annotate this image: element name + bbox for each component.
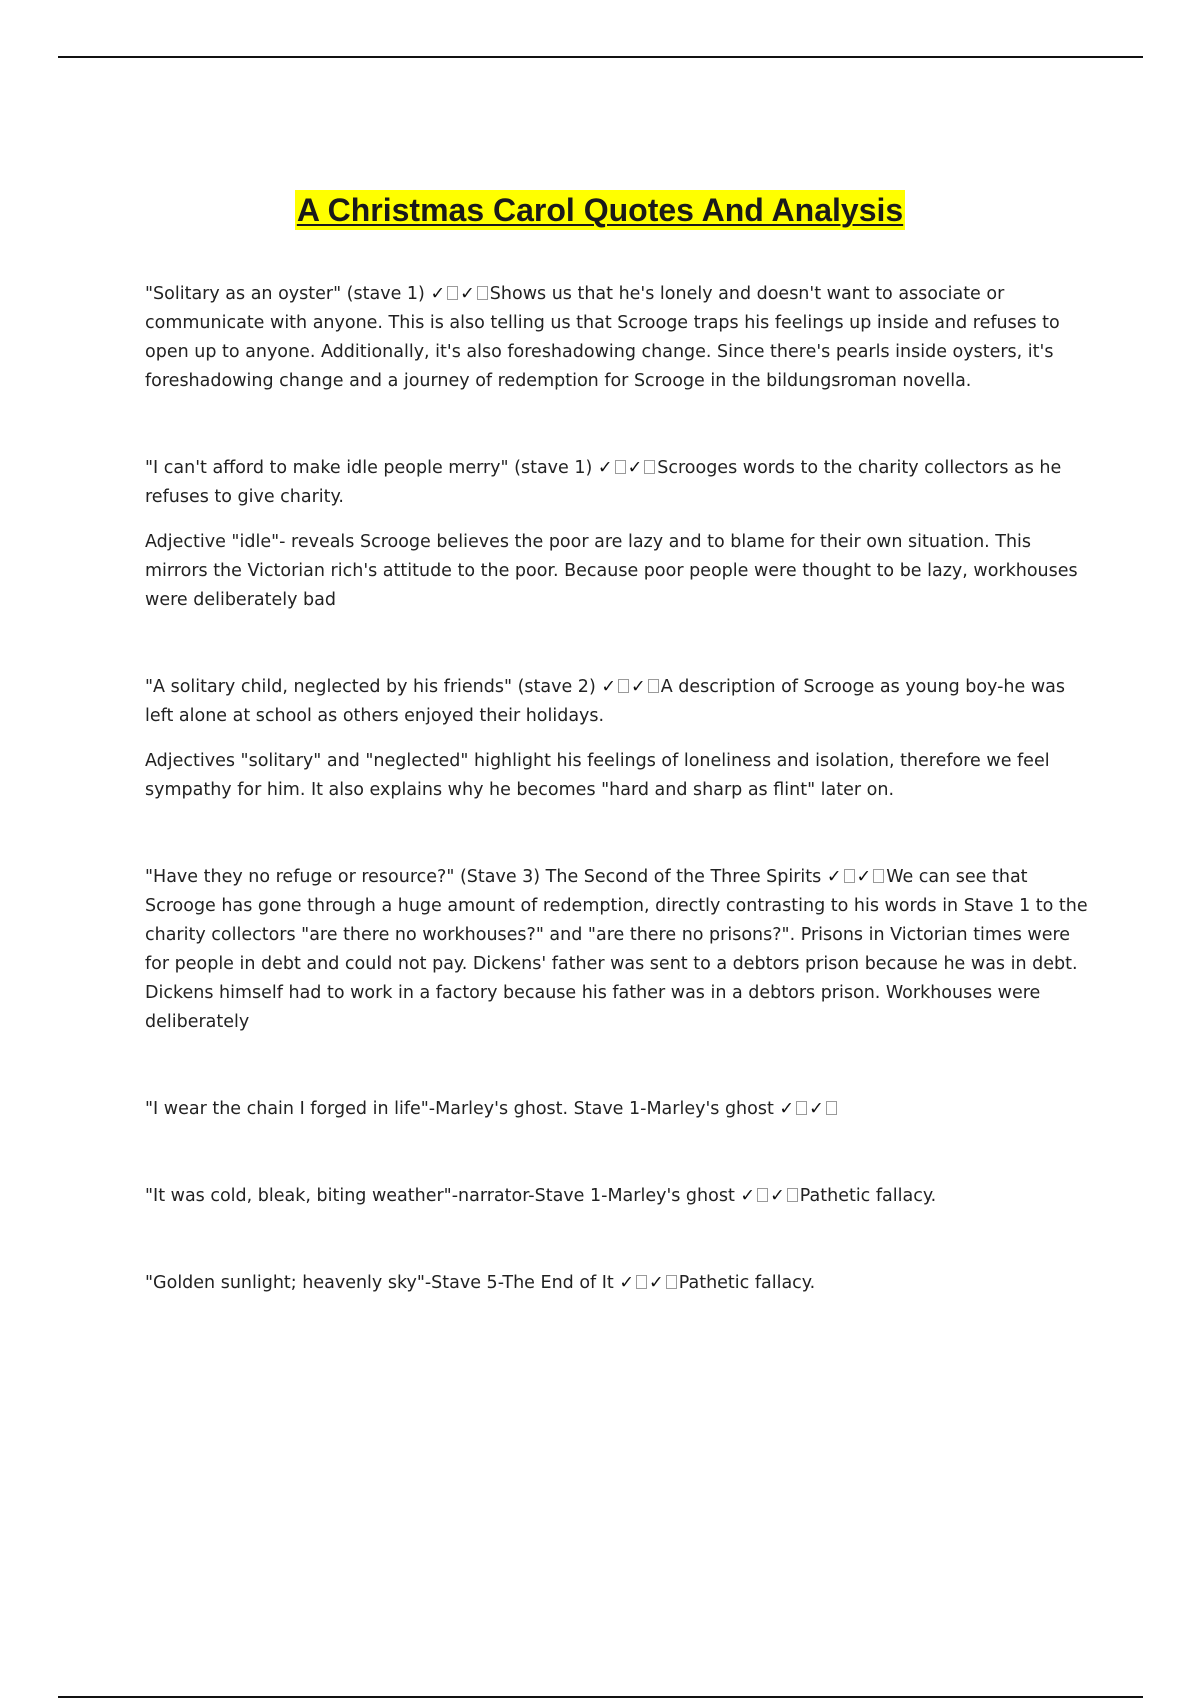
checkmark-icon: ✓ ✓ — [619, 1273, 678, 1293]
entry-main-paragraph — [145, 673, 1095, 731]
checkmark-icon: ✓ ✓ — [430, 284, 489, 304]
checkmark-icon: ✓ ✓ — [779, 1099, 838, 1119]
quote-text: "I can't afford to make idle people merry" (stave 1) — [145, 458, 593, 478]
bottom-rule — [58, 1696, 1143, 1698]
checkmark-icon: ✓ ✓ — [827, 867, 886, 887]
entry-main-paragraph — [145, 1269, 1095, 1298]
checkmark-icon: ✓ ✓ — [601, 677, 660, 697]
quote-text: "Solitary as an oyster" (stave 1) — [145, 284, 425, 304]
quote-entry — [145, 1182, 1095, 1211]
quote-text: "A solitary child, neglected by his friends" (stave 2) — [145, 677, 596, 697]
analysis-paragraph: Adjectives "solitary" and "neglected" highlight his feelings of loneliness and isolation, therefore we feel sympathy for him. It also explains why he becomes "hard and sharp as flint" later on. — [145, 751, 1050, 800]
quote-entry — [145, 280, 1095, 396]
answer-text: We can see that Scrooge has gone through a huge amount of redemption, directly contrasting to his words in Stave 1 to the charity collectors "are there no workhouses?" and "are there no prisons?". Prisons in Victorian times were for people in debt and could not pay. Dickens' father was sent to a debtors prison because he was in debt. Dickens himself had to work in a factory because his father was in a debtors prison. Workhouses were deliberately — [145, 867, 1088, 1032]
entry-main-paragraph — [145, 280, 1095, 396]
answer-text: Shows us that he's lonely and doesn't want to associate or communicate with anyone. This is also telling us that Scrooge traps his feelings up inside and refuses to open up to anyone. Additionally, it's also foreshadowing change. Since there's pearls inside oysters, it's foreshadowing change and a journey of redemption for Scrooge in the bildungsroman novella. — [145, 284, 1060, 391]
quote-text: "Golden sunlight; heavenly sky"-Stave 5-The End of It — [145, 1273, 614, 1293]
top-rule — [58, 56, 1143, 58]
entry-main-paragraph — [145, 454, 1095, 512]
quote-text: "It was cold, bleak, biting weather"-narrator-Stave 1-Marley's ghost — [145, 1186, 735, 1206]
checkmark-icon: ✓ ✓ — [740, 1186, 799, 1206]
quote-text: "Have they no refuge or resource?" (Stave 3) The Second of the Three Spirits — [145, 867, 822, 887]
answer-text: Scrooges words to the charity collectors as he refuses to give charity. — [145, 458, 1062, 507]
quote-entry — [145, 1269, 1095, 1298]
title-container — [0, 190, 1200, 230]
entry-main-paragraph — [145, 1182, 1095, 1211]
analysis-paragraph: Adjective "idle"- reveals Scrooge believes the poor are lazy and to blame for their own situation. This mirrors the Victorian rich's attitude to the poor. Because poor people were thought to be lazy, workhouses were deliberately bad — [145, 532, 1078, 610]
checkmark-icon: ✓ ✓ — [598, 458, 657, 478]
entry-main-paragraph — [145, 1095, 1095, 1124]
answer-text: A description of Scrooge as young boy-he was left alone at school as others enjoyed their holidays. — [145, 677, 1065, 726]
entry-main-paragraph — [145, 863, 1095, 1037]
quote-entry — [145, 863, 1095, 1037]
answer-text: Pathetic fallacy. — [678, 1273, 816, 1293]
document-body — [145, 280, 1095, 1298]
quote-entry — [145, 454, 1095, 615]
quote-entry — [145, 673, 1095, 805]
quote-entry — [145, 1095, 1095, 1124]
answer-text: Pathetic fallacy. — [799, 1186, 937, 1206]
document-title: A Christmas Carol Quotes And Analysis — [296, 192, 904, 228]
quote-text: "I wear the chain I forged in life"-Marley's ghost. Stave 1-Marley's ghost — [145, 1099, 774, 1119]
